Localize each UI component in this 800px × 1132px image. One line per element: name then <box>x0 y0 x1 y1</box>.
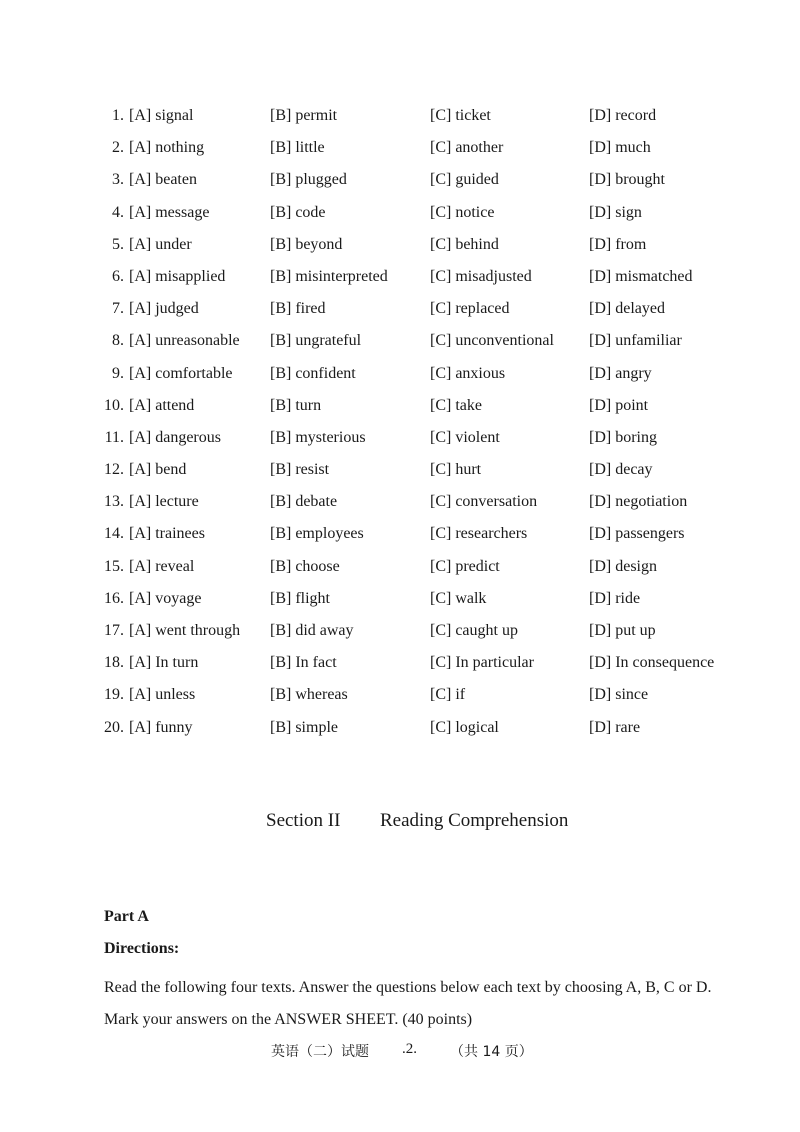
option-c: [C] if <box>430 686 466 704</box>
option-c: [C] walk <box>430 589 487 607</box>
option-b: [B] did away <box>270 622 354 639</box>
question-row <box>0 233 800 265</box>
option-a: [A] misapplied <box>129 267 226 285</box>
question-row <box>0 587 800 619</box>
directions-label: Directions: <box>104 940 180 957</box>
section-number: Section II <box>266 810 341 831</box>
question-number: 16. <box>104 589 124 607</box>
option-d: [D] since <box>589 686 649 704</box>
question-row <box>0 490 800 522</box>
option-c: [C] predict <box>430 557 500 575</box>
option-b: [B] simple <box>270 718 338 736</box>
option-d: [D] unfamiliar <box>589 332 682 350</box>
option-a: [A] reveal <box>129 557 195 575</box>
question-number: 13. <box>104 493 124 511</box>
option-a: [A] bend <box>129 461 187 479</box>
question-number: 10. <box>104 396 124 414</box>
question-number: 2. <box>112 139 124 157</box>
option-d: [D] brought <box>589 171 665 189</box>
option-c: [C] researchers <box>430 525 528 543</box>
option-b: [B] turn <box>270 396 322 414</box>
question-row <box>0 329 800 361</box>
option-b: [B] fired <box>270 300 326 318</box>
question-row <box>0 651 800 683</box>
question-row <box>0 201 800 233</box>
option-a: [A] went through <box>129 622 241 639</box>
option-d: [D] angry <box>589 364 652 382</box>
option-c: [C] replaced <box>430 300 510 318</box>
option-b: [B] misinterpreted <box>270 267 388 285</box>
question-row <box>0 619 800 651</box>
option-a: [A] funny <box>129 718 193 736</box>
question-number: 1. <box>112 107 124 124</box>
option-c: [C] violent <box>430 428 500 446</box>
option-c: [C] logical <box>430 718 499 736</box>
option-d: [D] sign <box>589 203 642 221</box>
option-c: [C] misadjusted <box>430 267 532 285</box>
option-c: [C] notice <box>430 203 495 221</box>
option-d: [D] In consequence <box>589 654 715 672</box>
question-row <box>0 168 800 200</box>
option-b: [B] whereas <box>270 686 348 704</box>
option-d: [D] delayed <box>589 300 665 318</box>
option-b: [B] resist <box>270 461 330 479</box>
option-d: [D] point <box>589 396 649 414</box>
option-c: [C] In particular <box>430 654 534 672</box>
question-row <box>0 394 800 426</box>
option-b: [B] code <box>270 203 326 221</box>
question-row <box>0 683 800 715</box>
question-number: 9. <box>112 364 124 382</box>
option-b: [B] mysterious <box>270 428 366 446</box>
option-c: [C] caught up <box>430 622 518 639</box>
question-number: 4. <box>112 203 124 221</box>
option-d: [D] record <box>589 107 657 124</box>
option-a: [A] judged <box>129 300 199 318</box>
question-row <box>0 104 800 136</box>
option-d: [D] mismatched <box>589 267 693 285</box>
question-number: 19. <box>104 686 124 704</box>
question-row <box>0 555 800 587</box>
option-b: [B] employees <box>270 525 364 543</box>
question-number: 7. <box>112 300 124 318</box>
question-row <box>0 265 800 297</box>
option-a: [A] beaten <box>129 171 197 189</box>
question-number: 20. <box>104 718 124 736</box>
option-a: [A] voyage <box>129 589 202 607</box>
option-d: [D] negotiation <box>589 493 688 511</box>
question-row <box>0 522 800 554</box>
question-number: 12. <box>104 461 124 479</box>
option-c: [C] another <box>430 139 504 157</box>
option-b: [B] flight <box>270 589 330 607</box>
option-d: [D] ride <box>589 589 641 607</box>
option-b: [B] debate <box>270 493 338 511</box>
question-row <box>0 362 800 394</box>
question-number: 3. <box>112 171 124 189</box>
question-number: 8. <box>112 332 124 350</box>
option-a: [A] dangerous <box>129 428 221 446</box>
option-d: [D] rare <box>589 718 641 736</box>
option-a: [A] unless <box>129 686 196 704</box>
footer-subject: 英语（二）试题 <box>271 1044 369 1060</box>
option-d: [D] much <box>589 139 651 157</box>
option-a: [A] nothing <box>129 139 205 157</box>
question-number: 17. <box>104 622 124 639</box>
option-a: [A] message <box>129 203 210 221</box>
option-a: [A] trainees <box>129 525 205 543</box>
question-number: 6. <box>112 267 124 285</box>
question-list <box>0 104 800 748</box>
option-c: [C] conversation <box>430 493 538 511</box>
option-d: [D] passengers <box>589 525 685 543</box>
option-b: [B] beyond <box>270 235 343 253</box>
footer-total-pages: （共 14 页） <box>450 1044 533 1060</box>
question-number: 14. <box>104 525 124 543</box>
option-c: [C] unconventional <box>430 332 554 350</box>
option-a: [A] comfortable <box>129 364 233 382</box>
question-number: 15. <box>104 557 124 575</box>
option-c: [C] anxious <box>430 364 506 382</box>
question-row <box>0 297 800 329</box>
option-d: [D] put up <box>589 622 656 639</box>
option-c: [C] ticket <box>430 107 491 124</box>
question-number: 5. <box>112 235 124 253</box>
footer-page-number: .2. <box>402 1041 417 1057</box>
option-b: [B] little <box>270 139 325 157</box>
option-b: [B] plugged <box>270 171 347 189</box>
option-b: [B] permit <box>270 107 338 124</box>
option-a: [A] under <box>129 235 192 253</box>
option-d: [D] from <box>589 235 647 253</box>
option-d: [D] decay <box>589 461 653 479</box>
question-row <box>0 458 800 490</box>
question-row <box>0 716 800 748</box>
option-c: [C] take <box>430 396 482 414</box>
section-title: Reading Comprehension <box>380 810 569 831</box>
question-number: 11. <box>104 428 124 446</box>
question-number: 18. <box>104 654 124 672</box>
option-a: [A] In turn <box>129 654 199 672</box>
option-c: [C] guided <box>430 171 499 189</box>
option-c: [C] hurt <box>430 461 482 479</box>
option-d: [D] design <box>589 557 657 575</box>
option-b: [B] ungrateful <box>270 332 362 350</box>
option-a: [A] signal <box>129 107 194 124</box>
directions-text: Read the following four texts. Answer the questions below each text by choosing A, B, C or D. Mark your answers on the ANSWER SHEET. (40 points) <box>104 979 712 1028</box>
option-a: [A] lecture <box>129 493 199 511</box>
option-b: [B] choose <box>270 557 340 575</box>
option-b: [B] confident <box>270 364 356 382</box>
option-b: [B] In fact <box>270 654 337 672</box>
part-title: Part A <box>104 908 149 925</box>
question-row <box>0 136 800 168</box>
question-row <box>0 426 800 458</box>
option-a: [A] attend <box>129 396 195 414</box>
option-d: [D] boring <box>589 428 657 446</box>
option-a: [A] unreasonable <box>129 332 240 350</box>
option-c: [C] behind <box>430 235 499 253</box>
